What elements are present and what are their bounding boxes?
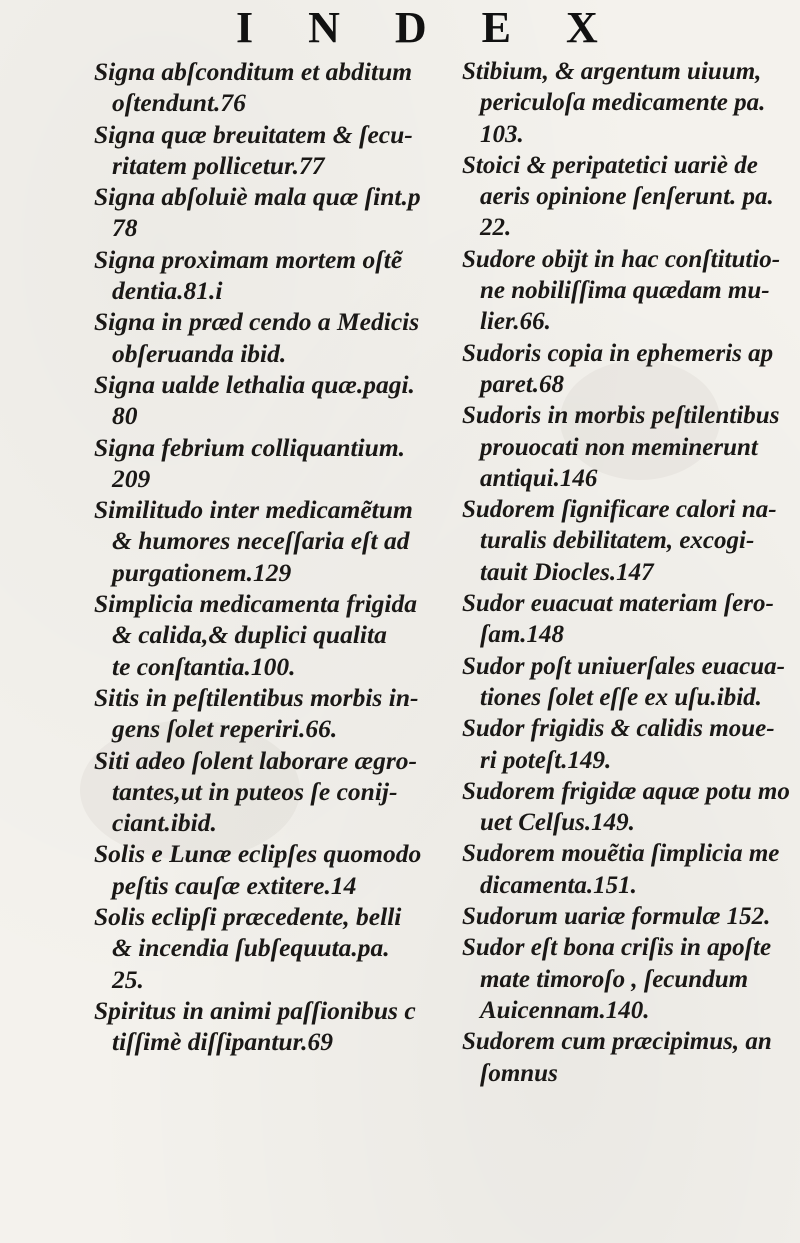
index-entry: Signa abſoluiè mala quæ ſint.p 78 (94, 182, 421, 243)
index-entry: Sudor frigidis & calidis moue- ri poteſt.149. (462, 715, 775, 774)
index-entry: Spiritus in animi paſſionibus c tiſſimè diſſipantur.69 (94, 995, 416, 1057)
index-entry: Signa abſconditum et abditum oſtendunt.76 (94, 57, 413, 118)
index-entry: Stoici & peripatetici uariè de aeris opinione ſenſerunt. pa. 22. (462, 151, 774, 242)
index-entry: Sitis in peſtilentibus morbis in- gens ſolet reperiri.66. (94, 682, 419, 744)
index-entry: Solis eclipſi præcedente, belli & incendia ſubſequuta.pa. 25. (94, 902, 402, 994)
running-head: I N D E X (236, 3, 620, 52)
index-entry: Signa quæ breuitatem & ſecu- ritatem pollicetur.77 (94, 119, 413, 180)
index-entry: Sudorem cum præcipimus, an ſomnus (462, 1028, 772, 1087)
index-entry: Similitudo inter medicamẽtum & humores neceſſaria eſt ad purgationem.129 (94, 495, 413, 587)
index-entry: Sudorem ſignificare calori na- turalis debilitatem, excogi- tauit Diocles.147 (462, 496, 777, 586)
index-column-right (462, 56, 792, 1089)
index-entry: Signa ualde lethalia quæ.pagi. 80 (94, 369, 415, 431)
index-entry: Siti adeo ſolent laborare ægro- tantes,ut in puteos ſe conij- ciant.ibid. (94, 745, 417, 838)
index-entry: Solis e Lunæ eclipſes quomodo peſtis cauſæ extitere.14 (94, 839, 422, 900)
index-entry: Sudor euacuat materiam ſero- ſam.148 (462, 590, 774, 649)
index-column-left (94, 56, 444, 1058)
index-entry: Signa proximam mortem oſtẽ dentia.81.i (94, 244, 403, 306)
index-entry: Sudorem frigidæ aquæ potu mo uet Celſus.149. (462, 777, 790, 837)
index-entry: Sudoris copia in ephemeris ap paret.68 (462, 339, 774, 398)
index-entry: Sudorem mouẽtia ſimplicia me dicamenta.151. (462, 840, 780, 899)
index-entry: Signa febrium colliquantium. 209 (94, 432, 406, 493)
index-entry: Sudorum uariæ formulæ 152. (462, 903, 771, 931)
index-entry: Signa in præd cendo a Medicis obſeruanda ibid. (94, 307, 420, 368)
index-entry: Sudore obijt in hac conſtitutio- ne nobiliſſima quædam mu- lier.66. (462, 245, 781, 336)
index-entry: Simplicia medicamenta frigida & calida,& duplici qualita te conſtantia.100. (94, 589, 417, 681)
index-entry: Stibium, & argentum uiuum, periculoſa medicamente pa. 103. (462, 58, 766, 148)
index-entry: Sudor eſt bona criſis in apoſte mate timoroſo , ſecundum Auicennam.140. (462, 934, 772, 1024)
index-entry: Sudoris in morbis peſtilentibus prouocati non meminerunt antiqui.146 (462, 402, 780, 492)
index-entry: Sudor poſt uniuerſales euacua- tiones ſolet eſſe ex uſu.ibid. (462, 652, 785, 711)
